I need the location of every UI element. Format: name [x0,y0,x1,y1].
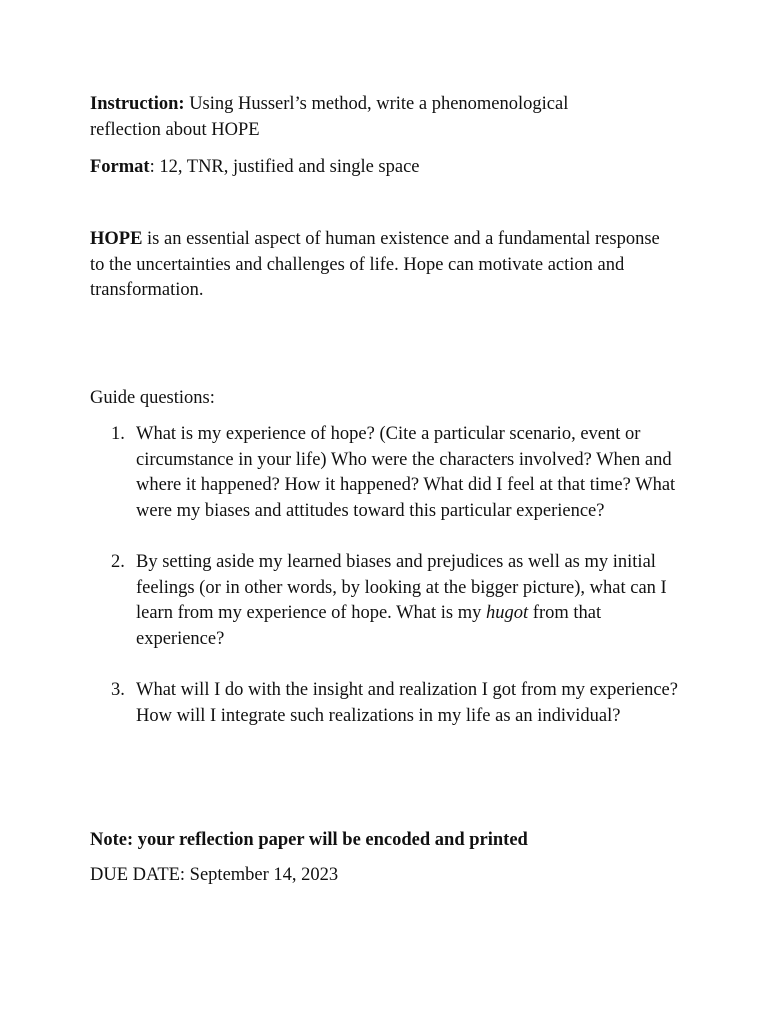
question-text-3: What will I do with the insight and realization I got from my experience? How will I integrate such realizations in my life as an individual? [136,680,678,726]
hope-label: HOPE [90,229,143,249]
question-number-1: 1. [111,424,125,444]
question-item-2 [90,550,690,652]
question-number-2: 2. [111,552,125,572]
format-paragraph [90,155,690,181]
format-label: Format [90,157,150,177]
hope-paragraph [90,227,670,304]
question-item-3 [90,678,690,729]
question-item-1 [90,422,681,524]
guide-questions-list [90,422,690,729]
question-text-1: What is my experience of hope? (Cite a particular scenario, event or circumstance in your life) Who were the characters involved? When and where it happened? How it happened? What did I feel at that time? What were my biases and attitudes toward this particular experience? [136,424,676,521]
question-number-3: 3. [111,680,125,700]
question-text-2-after: from that experience? [136,603,602,649]
question-text-2-emphasis: hugot [486,603,529,623]
format-text: : 12, TNR, justified and single space [149,157,420,177]
instruction-paragraph [90,92,630,143]
question-text-2-before: By setting aside my learned biases and prejudices as well as my initial feelings (or in other words, by looking at the bigger picture), what can I learn from my experience of hope. What is my [136,552,667,623]
hope-text: is an essential aspect of human existence and a fundamental response to the uncertainties and challenges of life. Hope can motivate action and transformation. [90,229,660,300]
instruction-label: Instruction: [90,94,185,114]
instruction-text: Using Husserl’s method, write a phenomenological reflection about HOPE [90,94,569,140]
due-date-text: DUE DATE: September 14, 2023 [90,865,339,885]
guide-questions-heading: Guide questions: [90,388,215,408]
note-text: Note: your reflection paper will be encoded and printed [90,830,528,850]
